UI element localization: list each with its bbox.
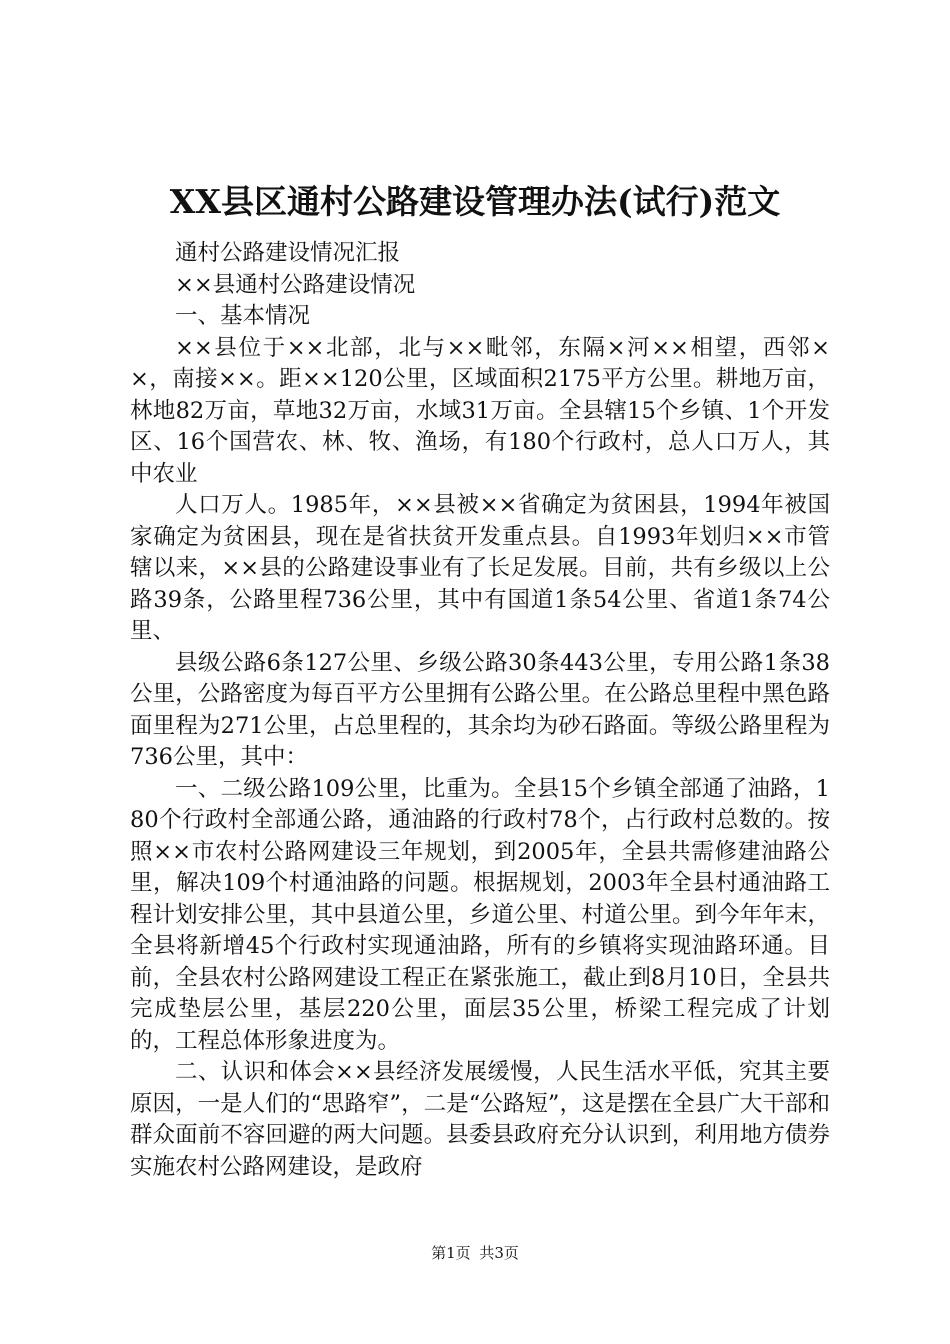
- document-title: XX县区通村公路建设管理办法(试行)范文: [169, 182, 781, 221]
- paragraph: ××县位于××北部，北与××毗邻，东隔×河××相望，西邻××，南接××。距××120公里，区域面积2175平方公里。耕地万亩，林地82万亩，草地32万亩，水域31万亩。全县辖15个乡镇、1个开发区、16个国营农、林、牧、渔场，有180个行政村，总人口万人，其中农业: [130, 334, 830, 487]
- paragraph: 通村公路建设情况汇报: [175, 240, 401, 266]
- document-body: [130, 238, 830, 1183]
- page-total: 共3页: [479, 1244, 519, 1262]
- paragraph: 一、二级公路109公里，比重为。全县15个乡镇全部通了油路，180个行政村全部通公路，通油路的行政村78个，占行政村总数的。按照××市农村公路网建设三年规划，到2005年，全县共需修建油路公里，解决109个村通油路的问题。根据规划，2003年全县村通油路工程计划安排公里，其中县道公里，乡道公里、村道公里。到今年年末，全县将新增45个行政村实现通油路，所有的乡镇将实现油路环通。目前，全县农村公路网建设工程正在紧张施工，截止到8月10日，全县共完成垫层公里，基层220公里，面层35公里，桥梁工程完成了计划的，工程总体形象进度为。: [130, 775, 830, 1054]
- paragraph: 一、基本情况: [175, 303, 311, 329]
- paragraph: 县级公路6条127公里、乡级公路30条443公里，专用公路1条38公里，公路密度为每百平方公里拥有公路公里。在公路总里程中黑色路面里程为271公里，占总里程的，其余均为砂石路面。等级公路里程为736公里，其中：: [130, 649, 830, 770]
- page-footer: [0, 1243, 950, 1263]
- paragraph: ××县通村公路建设情况: [175, 271, 416, 298]
- paragraph: 二、认识和体会××县经济发展缓慢，人民生活水平低，究其主要原因，一是人们的“思路窄”，二是“公路短”，这是摆在全县广大干部和群众面前不容回避的两大问题。县委县政府充分认识到，利用地方债券实施农村公路网建设，是政府: [130, 1059, 830, 1180]
- page-number: 第1页: [431, 1244, 471, 1262]
- paragraph: 人口万人。1985年，××县被××省确定为贫困县，1994年被国家确定为贫困县，现在是省扶贫开发重点县。自1993年划归××市管辖以来，××县的公路建设事业有了长足发展。目前，共有乡级以上公路39条，公路里程736公里，其中有国道1条54公里、省道1条74公里、: [130, 492, 830, 644]
